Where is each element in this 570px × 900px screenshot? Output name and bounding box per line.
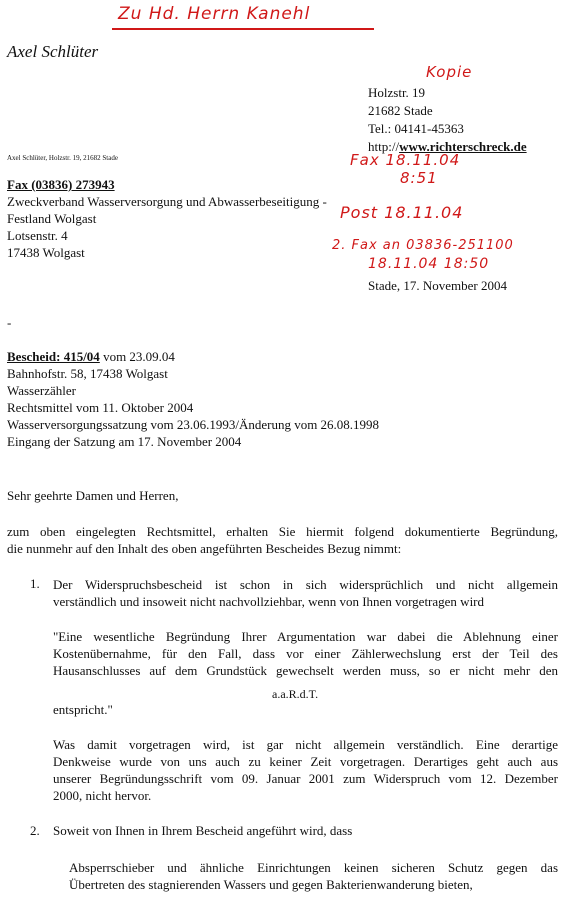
item2-quote bbox=[69, 859, 558, 893]
handwritten-fax-time: 8:51 bbox=[400, 169, 438, 187]
subject-line2: Bahnhofstr. 58, 17438 Wolgast bbox=[7, 366, 168, 381]
salutation: Sehr geehrte Damen und Herren, bbox=[7, 488, 179, 503]
item1-line: verständlich und insoweit nicht nachvollziehbar, wenn von Ihnen vorgetragen wird bbox=[53, 594, 485, 609]
quote-end: entspricht." bbox=[53, 702, 113, 717]
recipient-line1: Zweckverband Wasserversorgung und Abwasserbeseitigung - bbox=[7, 194, 327, 209]
separator-dash: - bbox=[7, 315, 12, 330]
subject-ref-date: vom 23.09.04 bbox=[99, 349, 175, 364]
sender-name: Axel Schlüter bbox=[7, 42, 99, 61]
para-line: Denkweise wurde von uns auch zu keiner Zeit vorgetragen. Derartiges geht auch aus bbox=[53, 754, 558, 769]
attention-underline bbox=[112, 28, 374, 30]
item1-number: 1. bbox=[30, 576, 40, 591]
para-line: 2000, nicht hervor. bbox=[53, 788, 152, 803]
item2-quote-line: Absperrschieber und ähnliche Einrichtungen keinen sicheren Schutz gegen das bbox=[69, 860, 558, 875]
subject-line6: Eingang der Satzung am 17. November 2004 bbox=[7, 434, 242, 449]
quote-line: "Eine wesentliche Begründung Ihrer Argumentation war dabei die Ablehnung einer bbox=[53, 629, 558, 644]
sender-website bbox=[368, 138, 527, 156]
return-address-line: Axel Schlüter, Holzstr. 19, 21682 Stade bbox=[7, 154, 118, 162]
subject-line3: Wasserzähler bbox=[7, 383, 76, 398]
handwritten-copy-note: Kopie bbox=[426, 63, 473, 81]
item1-quote bbox=[53, 628, 558, 679]
attention-note-text: Zu Hd. Herrn Kanehl bbox=[118, 4, 311, 24]
website-prefix: http:// bbox=[368, 139, 400, 154]
quote-abbreviation: a.a.R.d.T. bbox=[272, 687, 319, 701]
subject-line5: Wasserversorgungssatzung vom 23.06.1993/Änderung vom 26.08.1998 bbox=[7, 417, 380, 432]
recipient-line3: Lotsenstr. 4 bbox=[7, 228, 68, 243]
quote-line: Hausanschlusses auf dem Grundstück gewechselt werden muss, so er nicht mehr den bbox=[53, 663, 558, 678]
recipient-fax: Fax (03836) 273943 bbox=[7, 177, 115, 192]
subject-block bbox=[7, 348, 379, 450]
handwritten-fax2-note: 2. Fax an 03836-251100 bbox=[332, 238, 514, 253]
recipient-line2: Festland Wolgast bbox=[7, 211, 97, 226]
quote-line: Kostenübernahme, für den Fall, dass vor einer Zählerwechslung erst der Teil des bbox=[53, 646, 558, 661]
sender-phone: Tel.: 04141-45363 bbox=[368, 121, 464, 136]
item1-paragraph bbox=[53, 736, 558, 804]
place-date: Stade, 17. November 2004 bbox=[368, 278, 508, 293]
para-line: unserer Begründungsschrift vom 09. Januar 2001 zum Widerspruch vom 12. Dezember bbox=[53, 771, 558, 786]
intro-line: zum oben eingelegten Rechtsmittel, erhalten Sie hiermit folgend dokumentierte Begründung, bbox=[7, 524, 558, 539]
subject-line4: Rechtsmittel vom 11. Oktober 2004 bbox=[7, 400, 194, 415]
website-link[interactable]: www.richterschreck.de bbox=[399, 139, 527, 154]
intro-line: die nunmehr auf den Inhalt des oben angeführten Bescheides Bezug nimmt: bbox=[7, 541, 402, 556]
recipient-block bbox=[7, 176, 327, 261]
sender-address bbox=[368, 84, 527, 156]
subject-ref-label: Bescheid: 415/04 bbox=[7, 349, 100, 364]
handwritten-attention-note bbox=[118, 6, 310, 22]
item1-text bbox=[53, 576, 558, 610]
para-line: Was damit vorgetragen wird, ist gar nicht allgemein verständlich. Eine derartige bbox=[53, 737, 558, 752]
handwritten-fax2-datetime: 18.11.04 18:50 bbox=[368, 256, 490, 272]
recipient-line4: 17438 Wolgast bbox=[7, 245, 85, 260]
intro-paragraph bbox=[7, 523, 558, 557]
item1-line: Der Widerspruchsbescheid ist schon in sich widersprüchlich und nicht allgemein bbox=[53, 577, 558, 592]
handwritten-post-note: Post 18.11.04 bbox=[340, 203, 464, 222]
item2-number: 2. bbox=[30, 823, 40, 838]
handwritten-fax-note: Fax 18.11.04 bbox=[350, 151, 461, 169]
subject-reference bbox=[7, 348, 379, 365]
item2-line: Soweit von Ihnen in Ihrem Bescheid angeführt wird, dass bbox=[53, 823, 353, 838]
sender-city: 21682 Stade bbox=[368, 103, 433, 118]
item2-quote-line: Übertreten des stagnierenden Wassers und gegen Bakterienwanderung bieten, bbox=[69, 877, 473, 892]
sender-street: Holzstr. 19 bbox=[368, 85, 426, 100]
